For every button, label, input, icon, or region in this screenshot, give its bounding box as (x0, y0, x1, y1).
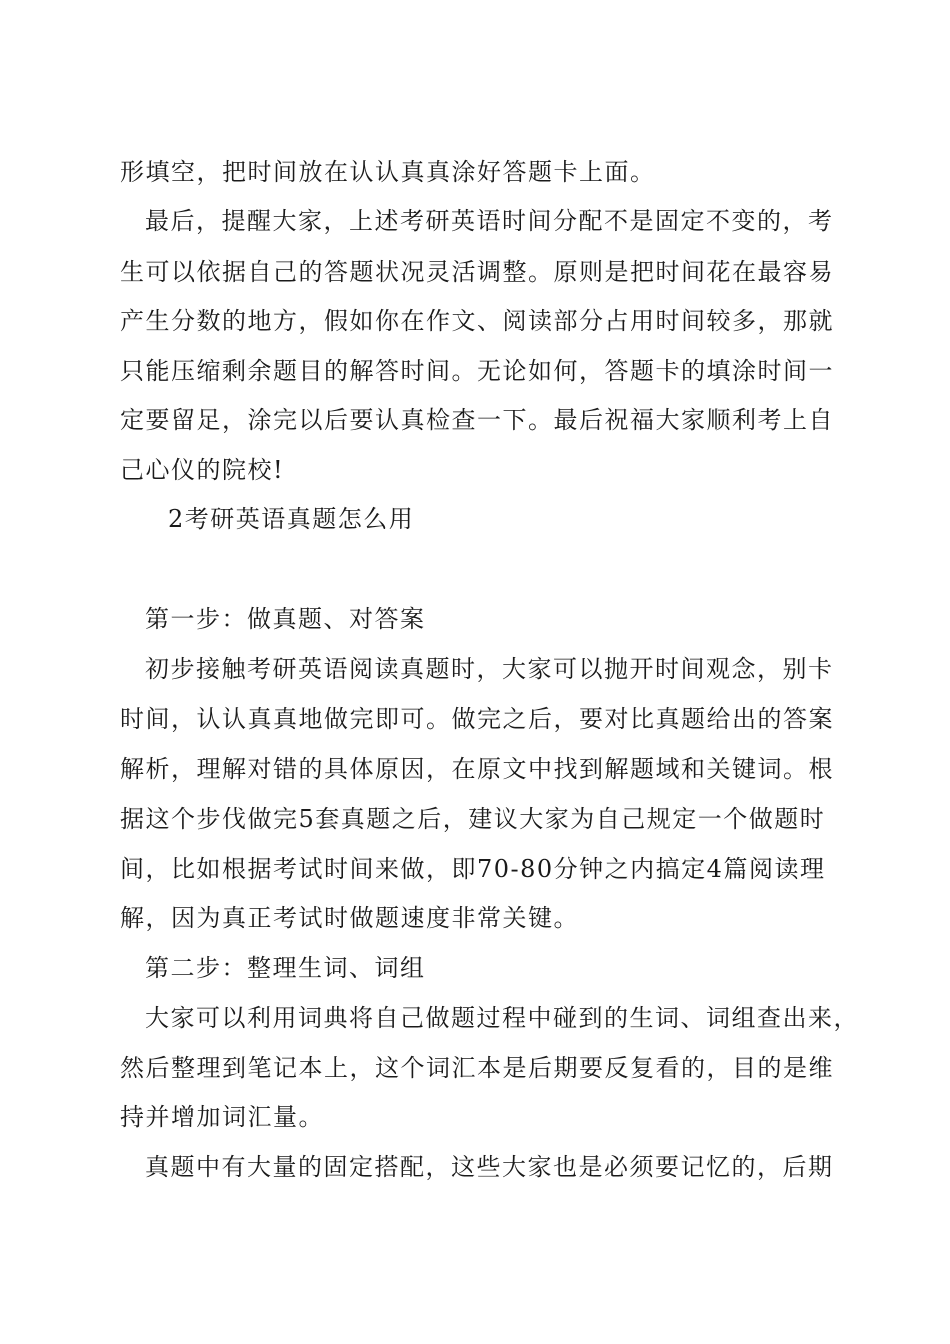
paragraph-line: 据这个步伐做完5套真题之后，建议大家为自己规定一个做题时 (120, 805, 826, 833)
paragraph-line: 然后整理到笔记本上，这个词汇本是后期要反复看的，目的是维 (120, 1054, 834, 1082)
section-heading: 2考研英语真题怎么用 (168, 505, 415, 533)
paragraph-line: 真题中有大量的固定搭配，这些大家也是必须要记忆的，后期 (145, 1153, 834, 1181)
step-heading: 第一步：做真题、对答案 (145, 605, 426, 633)
paragraph-line: 产生分数的地方，假如你在作文、阅读部分占用时间较多，那就 (120, 307, 834, 335)
step-heading: 第二步：整理生词、词组 (145, 954, 426, 982)
paragraph-line: 持并增加词汇量。 (120, 1103, 324, 1131)
paragraph-line: 初步接触考研英语阅读真题时，大家可以抛开时间观念，别卡 (145, 655, 834, 683)
paragraph-line: 最后，提醒大家，上述考研英语时间分配不是固定不变的，考 (145, 207, 834, 235)
paragraph-line: 大家可以利用词典将自己做题过程中碰到的生词、词组查出来， (145, 1004, 859, 1032)
paragraph-line: 形填空，把时间放在认认真真涂好答题卡上面。 (120, 158, 656, 186)
paragraph-line: 间，比如根据考试时间来做，即70-80分钟之内搞定4篇阅读理 (120, 855, 826, 883)
paragraph-line: 己心仪的院校! (120, 456, 285, 484)
paragraph-line: 解，因为真正考试时做题速度非常关键。 (120, 904, 579, 932)
paragraph-line: 定要留足，涂完以后要认真检查一下。最后祝福大家顺利考上自 (120, 406, 834, 434)
paragraph-line: 时间，认认真真地做完即可。做完之后，要对比真题给出的答案 (120, 705, 834, 733)
paragraph-line: 生可以依据自己的答题状况灵活调整。原则是把时间花在最容易 (120, 258, 834, 286)
paragraph-line: 只能压缩剩余题目的解答时间。无论如何，答题卡的填涂时间一 (120, 357, 834, 385)
paragraph-line: 解析，理解对错的具体原因，在原文中找到解题域和关键词。根 (120, 755, 834, 783)
